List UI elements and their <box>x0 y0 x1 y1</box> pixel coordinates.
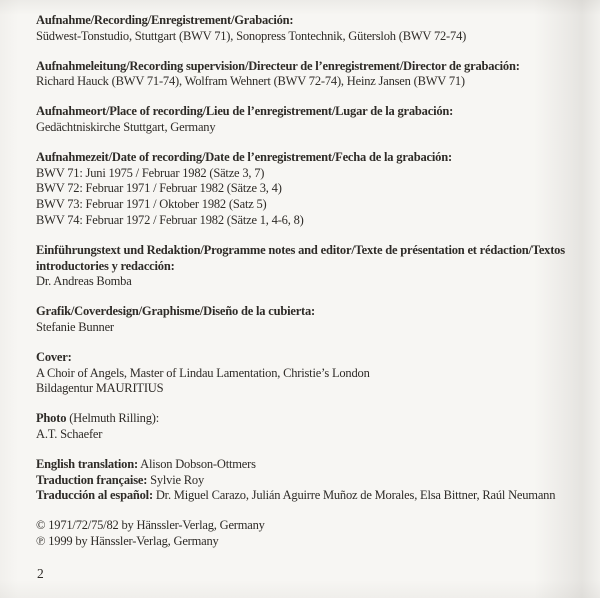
credit-label: English translation: <box>36 456 138 471</box>
credit-line <box>36 213 594 229</box>
section-cover <box>36 350 594 397</box>
credit-label: Aufnahmeleitung/Recording supervision/Directeur de l’enregistrement/Director de grabación: <box>36 58 520 73</box>
credit-line <box>36 166 594 182</box>
credit-text: BWV 72: Februar 1971 / Februar 1982 (Sätze 3, 4) <box>36 181 282 196</box>
credit-text: ℗ 1999 by Hänssler-Verlag, Germany <box>36 533 219 548</box>
credit-line <box>36 181 594 197</box>
credit-text: Dr. Miguel Carazo, Julián Aguirre Muñoz de Morales, Elsa Bittner, Raúl Neumann <box>152 488 556 503</box>
credit-text: A Choir of Angels, Master of Lindau Lamentation, Christie’s London <box>36 365 370 380</box>
credit-label: Grafik/Coverdesign/Graphisme/Diseño de la cubierta: <box>36 304 316 319</box>
section-recording <box>36 13 594 45</box>
section-translations <box>36 457 594 504</box>
credit-line <box>36 243 594 259</box>
credit-line <box>36 74 594 90</box>
section-photo <box>36 411 594 443</box>
credit-label: Aufnahmezeit/Date of recording/Date de l’enregistrement/Fecha de la grabación: <box>36 149 452 164</box>
credit-text: Stefanie Bunner <box>36 319 114 334</box>
credit-line <box>36 457 594 473</box>
page-number: 2 <box>37 566 44 581</box>
credit-line <box>36 518 594 534</box>
credit-line <box>36 13 594 29</box>
credit-line <box>36 29 594 45</box>
credit-label: Einführungstext und Redaktion/Programme notes and editor/Texte de présentation et rédaction/Textos <box>36 242 565 257</box>
credit-line <box>36 150 594 166</box>
credit-label: introductories y redacción: <box>36 258 175 273</box>
credit-line <box>36 104 594 120</box>
credit-label: Aufnahme/Recording/Enregistrement/Grabación: <box>36 13 294 27</box>
credit-line <box>36 259 594 275</box>
credit-line <box>36 534 594 550</box>
credit-line <box>36 274 594 290</box>
credit-text: Südwest-Tonstudio, Stuttgart (BWV 71), Sonopress Tontechnik, Gütersloh (BWV 72-74) <box>36 28 467 43</box>
credit-text: Alison Dobson-Ottmers <box>137 456 256 471</box>
section-date-of-recording <box>36 150 594 229</box>
credit-line <box>36 350 594 366</box>
credit-line <box>36 381 594 397</box>
section-recording-supervision <box>36 59 594 91</box>
credit-line <box>36 366 594 382</box>
credit-line <box>36 120 594 136</box>
credit-text: BWV 71: Juni 1975 / Februar 1982 (Sätze 3, 7) <box>36 165 265 180</box>
section-place-of-recording <box>36 104 594 136</box>
credit-label: Aufnahmeort/Place of recording/Lieu de l’enregistrement/Lugar de la grabación: <box>36 104 454 119</box>
credit-text: Richard Hauck (BWV 71-74), Wolfram Wehnert (BWV 72-74), Heinz Jansen (BWV 71) <box>36 74 465 89</box>
section-programme-notes <box>36 243 594 290</box>
section-cover-design <box>36 304 594 336</box>
credit-line <box>36 197 594 213</box>
credit-line <box>36 427 594 443</box>
credit-line <box>36 488 594 504</box>
credit-line <box>36 473 594 489</box>
credit-text: A.T. Schaefer <box>36 426 103 441</box>
credit-label: Cover: <box>36 349 72 364</box>
credit-label: Photo <box>36 411 67 426</box>
credit-label: Traducción al español: <box>36 488 153 503</box>
credit-text: Gedächtniskirche Stuttgart, Germany <box>36 119 216 134</box>
section-copyright <box>36 518 594 550</box>
credit-text: (Helmuth Rilling): <box>66 411 159 426</box>
credit-label: Traduction française: <box>36 472 148 487</box>
credit-text: BWV 74: Februar 1972 / Februar 1982 (Sätze 1, 4-6, 8) <box>36 212 304 227</box>
credit-line <box>36 411 594 427</box>
credit-line <box>36 320 594 336</box>
credit-line <box>36 59 594 75</box>
credit-text: Sylvie Roy <box>147 472 205 487</box>
credit-text: BWV 73: Februar 1971 / Oktober 1982 (Satz 5) <box>36 197 267 212</box>
credits-sections <box>36 13 594 550</box>
credit-line <box>36 304 594 320</box>
credit-text: Bildagentur MAURITIUS <box>36 381 164 396</box>
credit-text: Dr. Andreas Bomba <box>36 274 132 289</box>
credit-text: © 1971/72/75/82 by Hänssler-Verlag, Germany <box>36 518 265 533</box>
